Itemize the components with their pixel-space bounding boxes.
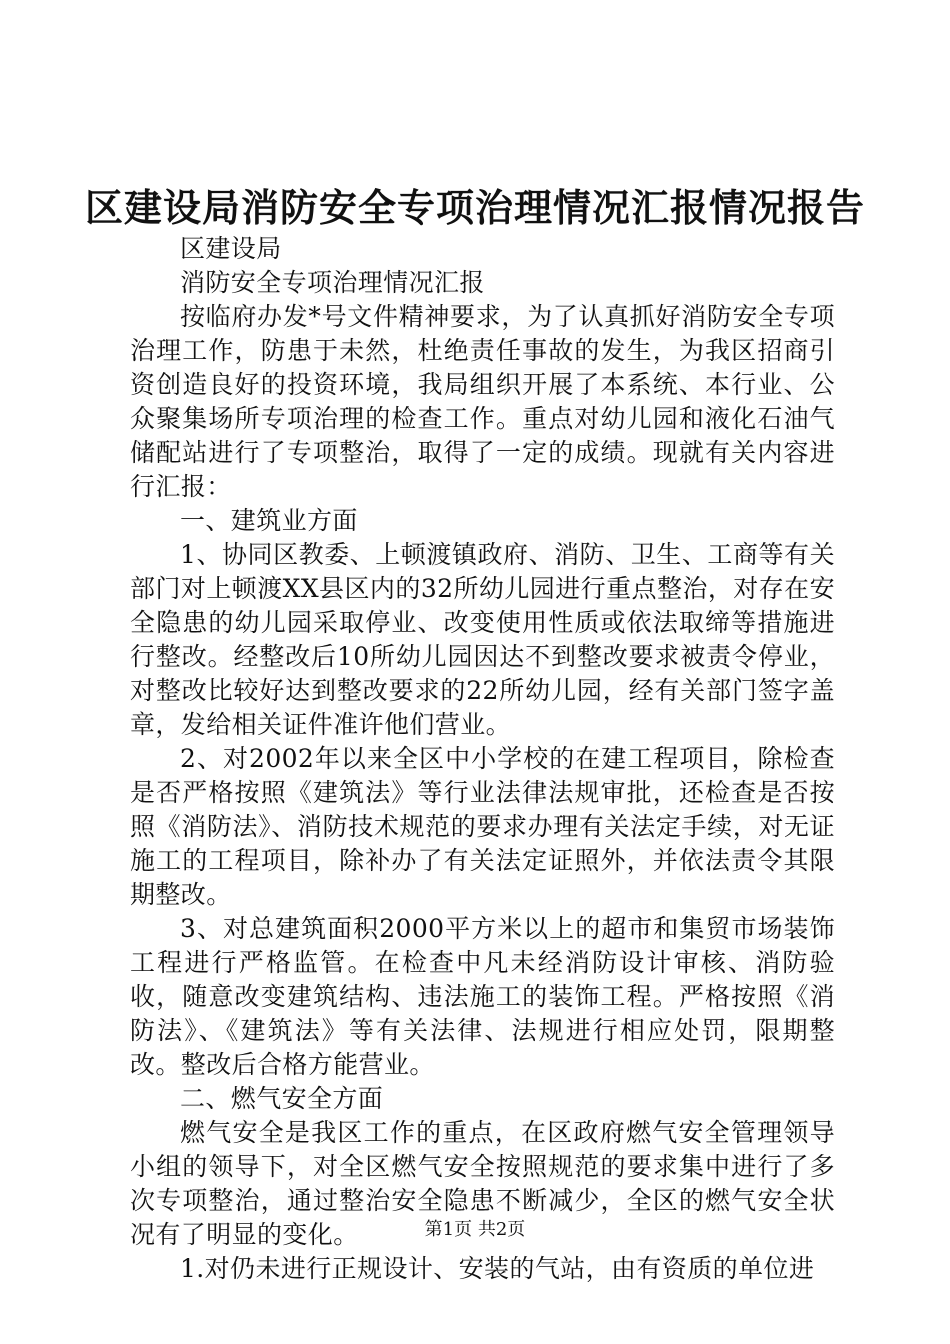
page-footer: 第1页 共2页 xyxy=(424,1219,526,1240)
paragraph: 1.对仍未进行正规设计、安装的气站，由有资质的单位进 xyxy=(180,1254,815,1283)
section-heading: 一、建筑业方面 xyxy=(180,506,358,535)
paragraph: 按临府办发*号文件精神要求，为了认真抓好消防安全专项治理工作，防患于未然，杜绝责任事故的发生，为我区招商引资创造良好的投资环境，我局组织开展了本系统、本行业、公众聚集场所专项治理的检查工作。重点对幼儿园和液化石油气储配站进行了专项整治，取得了一定的成绩。现就有关内容进行汇报： xyxy=(130,302,835,501)
section-heading: 二、燃气安全方面 xyxy=(180,1084,384,1113)
paragraph: 消防安全专项治理情况汇报 xyxy=(180,268,485,297)
paragraph: 1、协同区教委、上顿渡镇政府、消防、卫生、工商等有关部门对上顿渡XX县区内的32所幼儿园进行重点整治，对存在安全隐患的幼儿园采取停业、改变使用性质或依法取缔等措施进行整改。经整改后10所幼儿园因达不到整改要求被责令停业，对整改比较好达到整改要求的22所幼儿园，经有关部门签字盖章，发给相关证件准许他们营业。 xyxy=(130,540,835,739)
document-body xyxy=(130,232,835,1286)
paragraph: 燃气安全是我区工作的重点，在区政府燃气安全管理领导小组的领导下，对全区燃气安全按照规范的要求集中进行了多次专项整治，通过整治安全隐患不断减少，全区的燃气安全状况有了明显的变化。 xyxy=(130,1118,835,1249)
paragraph: 3、对总建筑面积2000平方米以上的超市和集贸市场装饰工程进行严格监管。在检查中凡未经消防设计审核、消防验收，随意改变建筑结构、违法施工的装饰工程。严格按照《消防法》、《建筑法》等有关法律、法规进行相应处罚，限期整改。整改后合格方能营业。 xyxy=(130,914,835,1079)
paragraph: 区建设局 xyxy=(180,234,282,263)
paragraph: 2、对2002年以来全区中小学校的在建工程项目，除检查是否严格按照《建筑法》等行业法律法规审批，还检查是否按照《消防法》、消防技术规范的要求办理有关法定手续，对无证施工的工程项目，除补办了有关法定证照外，并依法责令其限期整改。 xyxy=(130,744,835,909)
document-title: 区建设局消防安全专项治理情况汇报情况报告 xyxy=(84,185,865,230)
